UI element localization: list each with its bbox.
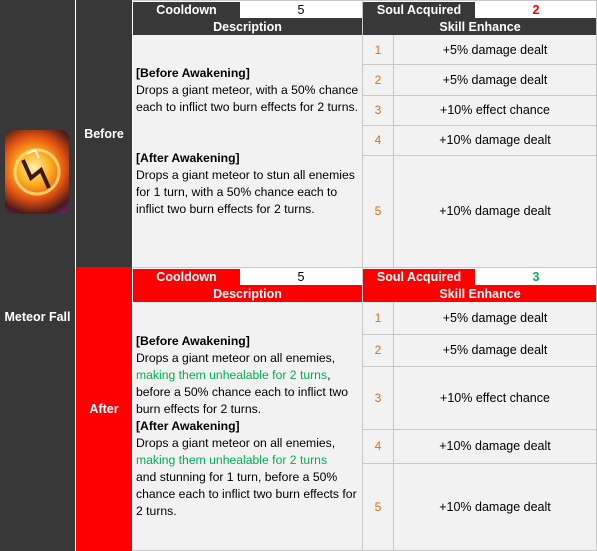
- divider: [362, 267, 363, 551]
- before-enhance-text: +10% effect chance: [440, 103, 550, 117]
- after-enhance-number: 1: [374, 311, 382, 325]
- before-enhance-text: +10% damage dealt: [439, 133, 551, 147]
- divider: [363, 95, 597, 96]
- after-desc1-green: making them unhealable for 2 turns: [136, 368, 328, 382]
- after-enhance-number: 3: [374, 390, 382, 405]
- before-cooldown-value: 5: [297, 3, 305, 17]
- meteor-fall-skill-icon: [5, 130, 69, 214]
- before-enhance-number: 1: [374, 42, 382, 57]
- before-desc-after-awakening: [133, 150, 362, 218]
- skill-column: [0, 0, 75, 551]
- after-desc2-text-a: Drops a giant meteor on all enemies,: [136, 436, 336, 450]
- after-desc2-text-b: and stunning for 1 turn, before a 50% chance each to inflict two burn effects for 2 turns.: [136, 470, 357, 518]
- divider: [363, 463, 597, 464]
- after-enhance-number: 5: [374, 500, 382, 514]
- divider: [393, 302, 394, 551]
- divider: [133, 0, 597, 1]
- after-cooldown-label: Cooldown: [133, 269, 240, 285]
- after-enhance-header: Skill Enhance: [363, 285, 597, 302]
- before-enhance-number: 3: [374, 103, 382, 117]
- before-enhance-number: 5: [374, 204, 382, 218]
- before-desc1-text: Drops a giant meteor, with a 50% chance each to inflict two burn effects for 2 turns.: [136, 83, 359, 114]
- before-enhance-number: 2: [374, 72, 382, 87]
- divider: [393, 35, 394, 267]
- after-desc1-title: [Before Awakening]: [136, 334, 250, 348]
- after-desc1-text-b: , before a 50% chance each to inflict two burn effects for 2 turns.: [136, 368, 349, 416]
- after-description-header: Description: [133, 285, 362, 302]
- before-desc2-title: [After Awakening]: [136, 151, 240, 165]
- after-enhance-text: +10% effect chance: [440, 390, 550, 405]
- after-description-cell: [133, 302, 362, 551]
- skill-name: Meteor Fall: [4, 309, 71, 324]
- before-label: Before: [75, 0, 132, 267]
- before-enhance-header: Skill Enhance: [363, 18, 597, 35]
- before-enhance-text: +10% damage dealt: [439, 204, 551, 218]
- after-enhance-text: +10% damage dealt: [439, 500, 551, 514]
- divider: [363, 125, 597, 126]
- divider: [363, 64, 597, 65]
- before-soul-label: Soul Acquired: [363, 2, 475, 18]
- after-soul-value: 3: [532, 270, 540, 284]
- after-desc2-title: [After Awakening]: [136, 419, 240, 433]
- before-desc1-title: [Before Awakening]: [136, 66, 250, 80]
- after-enhance-number: 2: [374, 343, 382, 357]
- after-enhance-number: 4: [374, 439, 382, 453]
- after-desc1-text-a: Drops a giant meteor on all enemies,: [136, 351, 336, 365]
- after-cooldown-value: 5: [297, 270, 305, 284]
- divider: [363, 155, 597, 156]
- after-desc-after-awakening: [133, 418, 362, 520]
- divider: [362, 0, 363, 267]
- divider: [363, 429, 597, 430]
- before-enhance-number: 4: [374, 133, 382, 147]
- before-desc2-text: Drops a giant meteor to stun all enemies for 1 turn, with a 50% chance each to inflict two burn effects for 2 turns.: [136, 168, 355, 216]
- before-description-cell: [133, 35, 362, 267]
- divider: [363, 334, 597, 335]
- after-desc-before-awakening: [133, 333, 362, 418]
- before-cooldown-label: Cooldown: [133, 2, 240, 18]
- before-enhance-text: +5% damage dealt: [442, 72, 548, 87]
- before-enhance-text: +5% damage dealt: [442, 42, 548, 57]
- after-enhance-text: +5% damage dealt: [442, 311, 548, 325]
- after-soul-label: Soul Acquired: [363, 269, 475, 285]
- before-description-header: Description: [133, 18, 362, 35]
- before-soul-value: 2: [532, 3, 540, 17]
- after-enhance-text: +5% damage dealt: [442, 343, 548, 357]
- section-divider: [133, 267, 597, 268]
- after-label: After: [75, 267, 132, 551]
- before-desc-before-awakening: [133, 65, 362, 116]
- after-enhance-text: +10% damage dealt: [439, 439, 551, 453]
- after-desc2-green: making them unhealable for 2 turns: [136, 453, 328, 467]
- divider: [363, 366, 597, 367]
